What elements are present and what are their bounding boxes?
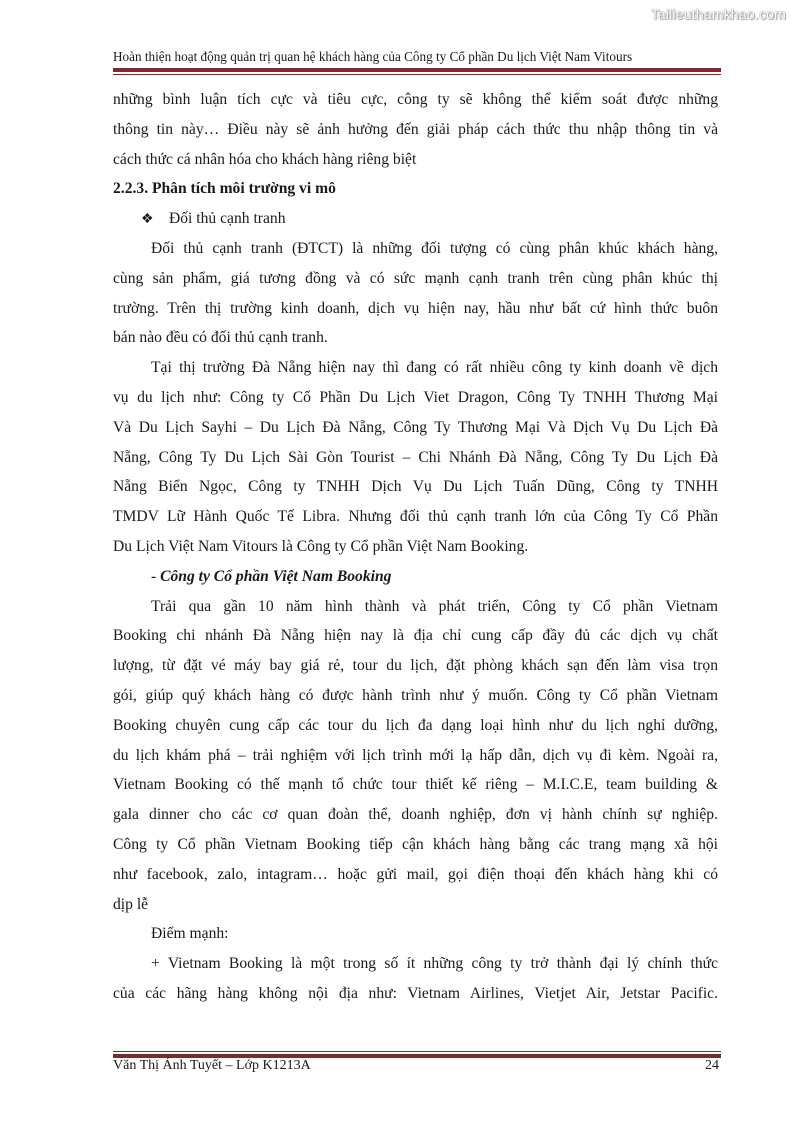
body-line: Du Lịch Việt Nam Vitours là Công ty Cổ phần Việt Nam Booking.: [113, 537, 529, 555]
body-line: Trải qua gần 10 năm hình thành và phát triển, Công ty Cổ phần Vietnam: [151, 597, 718, 615]
section-heading: 2.2.3. Phân tích môi trường vi mô: [113, 180, 336, 198]
header-rule: [113, 68, 721, 75]
body-line: như facebook, zalo, intagram… hoặc gửi mail, gọi điện thoại đến khách hàng khi có: [113, 865, 718, 883]
body-line: Và Du Lịch Sayhi – Du Lịch Đà Nẵng, Công Ty Thương Mại Và Dịch Vụ Du Lịch Đà: [113, 418, 718, 436]
watermark-text: Tailieuthamkhao.com: [650, 6, 786, 22]
body-line: gala dinner cho các cơ quan đoàn thể, doanh nghiệp, đơn vị hành chính sự nghiệp.: [113, 806, 718, 824]
body-line: lượng, từ đặt vé máy bay giá rẻ, tour du lịch, đặt phòng khách sạn đến làm visa trọn: [113, 657, 718, 675]
body-line: TMDV Lữ Hành Quốc Tế Libra. Nhưng đối thủ cạnh tranh lớn của Công Ty Cổ Phần: [113, 508, 718, 526]
strengths-label: Điểm mạnh:: [151, 925, 229, 943]
page-number: 24: [705, 1058, 719, 1073]
body-line: Công ty Cổ phần Vietnam Booking tiếp cận khách hàng bằng các trang mạng xã hội: [113, 835, 718, 853]
body-line: của các hãng hàng không nội địa như: Vietnam Airlines, Vietjet Air, Jetstar Pacific.: [113, 984, 718, 1002]
body-line: bán nào đều có đối thủ cạnh tranh.: [113, 329, 328, 347]
sub-heading-dash: -: [151, 567, 161, 585]
body-line: Booking chuyên cung cấp các tour du lịch đa dạng loại hình như du lịch nghỉ dưỡng,: [113, 716, 718, 734]
running-header: Hoàn thiện hoạt động quản trị quan hệ khách hàng của Công ty Cổ phần Du lịch Việt Nam Vitours: [113, 49, 633, 64]
body-line: vụ du lịch như: Công ty Cổ Phần Du Lịch Viet Dragon, Công Ty TNHH Thương Mại: [113, 388, 718, 406]
body-line: trường. Trên thị trường kinh doanh, dịch vụ hiện nay, hầu như bất cứ hình thức buôn: [113, 299, 718, 317]
body-line: Tại thị trường Đà Nẵng hiện nay thì đang có rất nhiều công ty kinh doanh về dịch: [151, 359, 718, 377]
diamond-bullet-icon: ❖: [141, 212, 154, 228]
page-body: [113, 85, 718, 1009]
body-line: du lịch khám phá – trải nghiệm với lịch trình mới lạ hấp dẫn, dịch vụ đi kèm. Ngoài ra,: [113, 746, 718, 764]
body-line: thông tin này… Điều này sẽ ảnh hưởng đến giải pháp cách thức thu nhập thông tin và: [113, 120, 718, 138]
body-line: cách thức cá nhân hóa cho khách hàng riêng biệt: [113, 150, 417, 168]
body-line: dịp lễ: [113, 895, 149, 913]
body-line: Nẵng Biển Ngọc, Công ty TNHH Dịch Vụ Du Lịch Tuấn Dũng, Công ty TNHH: [113, 478, 718, 496]
body-line: + Vietnam Booking là một trong số ít những công ty trở thành đại lý chính thức: [151, 955, 718, 973]
sub-heading: [113, 562, 718, 592]
body-line: Vietnam Booking có thế mạnh tổ chức tour thiết kế riêng – M.I.C.E, team building &: [113, 776, 718, 794]
body-line: Nẵng, Công Ty Du Lịch Sài Gòn Tourist – Chi Nhánh Đà Nẵng, Công Ty Du Lịch Đà: [113, 448, 718, 466]
body-line: gói, giúp quý khách hàng có được hành trình như ý muốn. Công ty Cổ phần Vietnam: [113, 686, 718, 704]
body-line: những bình luận tích cực và tiêu cực, công ty sẽ không thể kiểm soát được những: [113, 91, 718, 108]
running-footer: [113, 1058, 719, 1074]
bullet-item: [113, 204, 718, 234]
footer-rule: [113, 1051, 721, 1058]
body-line: Booking chi nhánh Đà Nẵng hiện nay là địa chỉ cung cấp đầy đủ các dịch vụ chất: [113, 627, 718, 645]
sub-heading-text: Công ty Cổ phần Việt Nam Booking: [160, 567, 392, 585]
body-line: Đối thủ cạnh tranh (ĐTCT) là những đối tượng có cùng phân khúc khách hàng,: [151, 239, 718, 257]
body-line: cùng sản phẩm, giá tương đồng và có sức mạnh cạnh tranh trên cùng phân khúc thị: [113, 269, 718, 287]
bullet-text: Đối thủ cạnh tranh: [169, 210, 286, 228]
footer-author: Văn Thị Ánh Tuyết – Lớp K1213A: [113, 1058, 311, 1073]
